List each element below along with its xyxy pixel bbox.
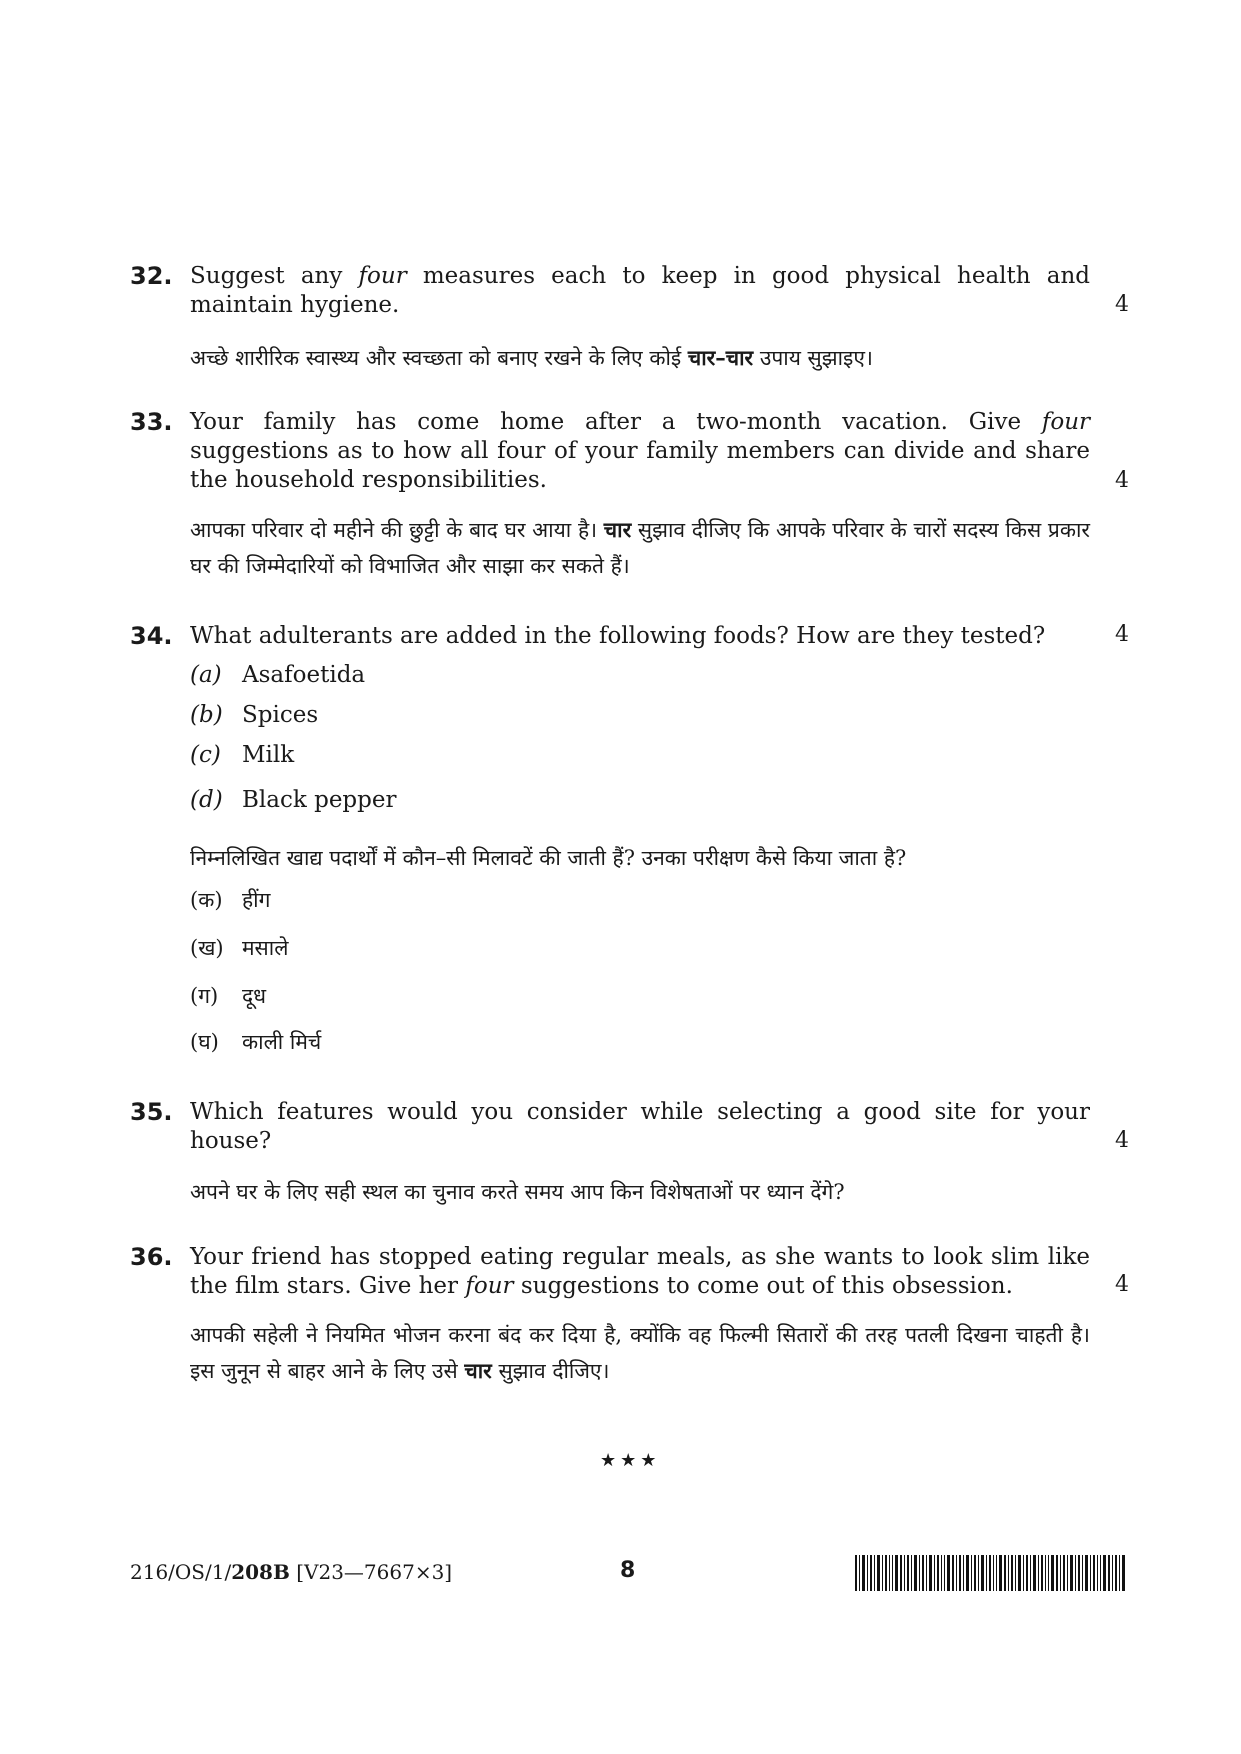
option-b: (b) Spices (190, 702, 319, 728)
question-text-en: Suggest any four measures each to keep in good physical health and maintain hygiene. (190, 263, 1090, 318)
question-text-hi: निम्नलिखित खाद्य पदार्थों में कौन–सी मिलावटें की जाती हैं? उनका परीक्षण कैसे किया जाता है? (190, 846, 907, 870)
option-ka: (क) हींग (190, 888, 271, 912)
question-text-en: Which features would you consider while selecting a good site for your house? (190, 1099, 1090, 1154)
question-number: 34. (130, 622, 173, 650)
question-text-en: Your friend has stopped eating regular meals, as she wants to look slim like the film stars. Give her four suggestions to come out of this obsession. (190, 1244, 1090, 1299)
marks: 4 (1115, 468, 1129, 493)
question-number: 32. (130, 262, 173, 290)
option-d: (d) Black pepper (190, 787, 397, 813)
marks: 4 (1115, 1128, 1129, 1153)
paper-code: 216/OS/1/208B [V23—7667×3] (130, 1560, 453, 1584)
question-text-hi: अच्छे शारीरिक स्वास्थ्य और स्वच्छता को बनाए रखने के लिए कोई चार–चार उपाय सुझाइए। (190, 345, 873, 370)
marks: 4 (1115, 292, 1129, 317)
option-kha: (ख) मसाले (190, 936, 289, 960)
question-text-en: What adulterants are added in the following foods? How are they tested? (190, 623, 1046, 649)
marks: 4 (1115, 1272, 1129, 1297)
option-gha: (घ) काली मिर्च (190, 1030, 322, 1054)
question-text-en: Your family has come home after a two-month vacation. Give four suggestions as to how all four of your family members can divide and share the household responsibilities. (190, 409, 1090, 493)
option-c: (c) Milk (190, 742, 295, 768)
question-text-hi: अपने घर के लिए सही स्थल का चुनाव करते समय आप किन विशेषताओं पर ध्यान देंगे? (190, 1180, 845, 1204)
question-number: 35. (130, 1098, 173, 1126)
question-number: 36. (130, 1243, 173, 1271)
option-ga: (ग) दूध (190, 984, 267, 1008)
option-a: (a) Asafoetida (190, 662, 366, 688)
question-text-hi: आपका परिवार दो महीने की छुट्टी के बाद घर आया है। चार सुझाव दीजिए कि आपके परिवार के चारों सदस्य किस प्रकार घर की जिम्मेदारियों को विभाजित और साझा कर सकते हैं। (190, 517, 1090, 578)
marks: 4 (1115, 622, 1129, 647)
page-number: 8 (620, 1558, 636, 1583)
barcode-icon (855, 1555, 1125, 1591)
question-number: 33. (130, 408, 173, 436)
end-stars: ★★★ (600, 1450, 661, 1471)
question-text-hi: आपकी सहेली ने नियमित भोजन करना बंद कर दिया है, क्योंकि वह फिल्मी सितारों की तरह पतली दिखना चाहती है। इस जुनून से बाहर आने के लिए उसे चार सुझाव दीजिए। (190, 1323, 1090, 1383)
